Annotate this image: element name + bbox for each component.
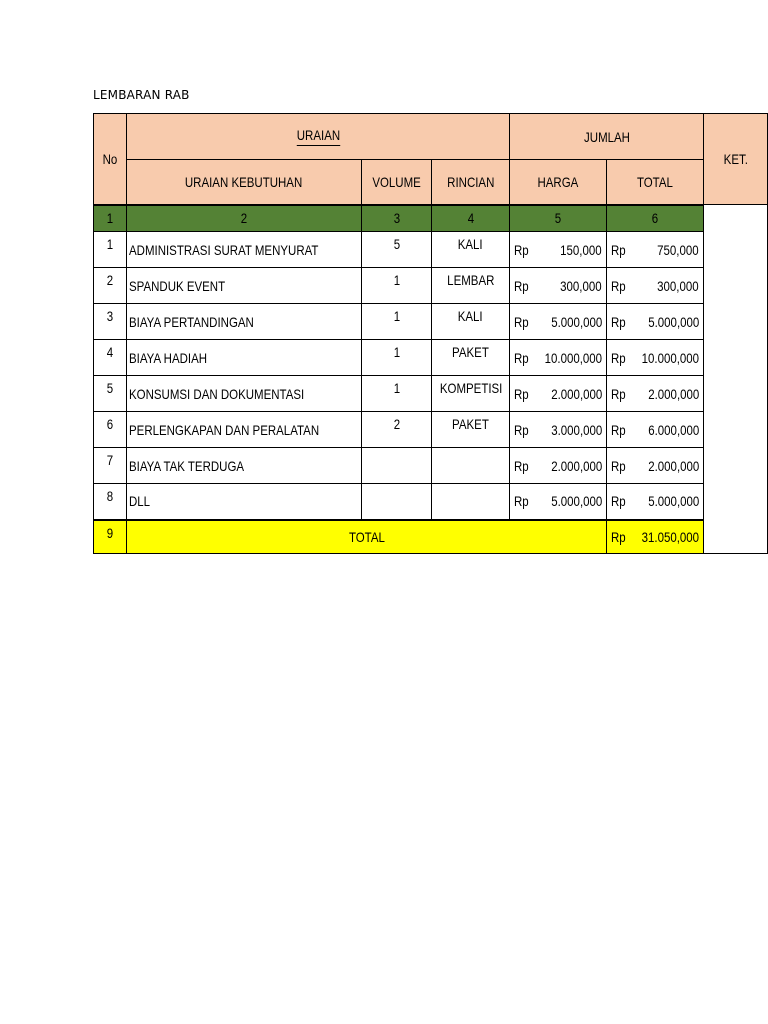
row-total: Rp 5.000,000 <box>607 484 704 520</box>
header-ket: KET. <box>704 114 768 205</box>
row-description: DLL <box>127 484 362 520</box>
row-total: Rp 2.000,000 <box>607 376 704 412</box>
row-rincian: LEMBAR <box>432 268 510 304</box>
row-harga: Rp 3.000,000 <box>510 412 607 448</box>
total-label: TOTAL <box>127 520 607 554</box>
row-total: Rp 5.000,000 <box>607 304 704 340</box>
row-no: 3 <box>94 304 127 340</box>
row-description: KONSUMSI DAN DOKUMENTASI <box>127 376 362 412</box>
row-harga: Rp 2.000,000 <box>510 376 607 412</box>
header-total: TOTAL <box>607 160 704 205</box>
row-description: BIAYA PERTANDINGAN <box>127 304 362 340</box>
row-volume: 1 <box>361 340 431 376</box>
header-harga: HARGA <box>510 160 607 205</box>
total-row <box>94 520 768 554</box>
row-description: BIAYA HADIAH <box>127 340 362 376</box>
table-row <box>94 304 768 340</box>
row-harga: Rp 2.000,000 <box>510 448 607 484</box>
table-row <box>94 484 768 520</box>
row-no: 4 <box>94 340 127 376</box>
row-no: 8 <box>94 484 127 520</box>
row-no: 6 <box>94 412 127 448</box>
index-cell: 5 <box>510 205 607 232</box>
table-row <box>94 412 768 448</box>
header-uraian-kebutuhan: URAIAN KEBUTUHAN <box>127 160 362 205</box>
header-row-2 <box>94 160 768 205</box>
row-rincian: KOMPETISI <box>432 376 510 412</box>
row-rincian <box>432 448 510 484</box>
header-volume: VOLUME <box>361 160 431 205</box>
index-cell: 2 <box>127 205 362 232</box>
row-description: ADMINISTRASI SURAT MENYURAT <box>127 232 362 268</box>
row-harga: Rp 150,000 <box>510 232 607 268</box>
row-volume <box>361 484 431 520</box>
row-rincian: PAKET <box>432 340 510 376</box>
row-no: 7 <box>94 448 127 484</box>
row-rincian <box>432 484 510 520</box>
row-volume: 5 <box>361 232 431 268</box>
index-cell: 6 <box>607 205 704 232</box>
index-cell: 3 <box>361 205 431 232</box>
row-harga: Rp 300,000 <box>510 268 607 304</box>
row-no: 2 <box>94 268 127 304</box>
row-harga: Rp 10.000,000 <box>510 340 607 376</box>
row-volume <box>361 448 431 484</box>
table-row <box>94 376 768 412</box>
table-row <box>94 448 768 484</box>
row-volume: 1 <box>361 268 431 304</box>
rab-table <box>93 113 768 554</box>
row-description: SPANDUK EVENT <box>127 268 362 304</box>
row-volume: 1 <box>361 376 431 412</box>
row-rincian: KALI <box>432 232 510 268</box>
row-volume: 2 <box>361 412 431 448</box>
total-amount: Rp 31.050,000 <box>607 520 704 554</box>
document-title: LEMBARAN RAB <box>93 88 190 102</box>
table-row <box>94 268 768 304</box>
row-description: PERLENGKAPAN DAN PERALATAN <box>127 412 362 448</box>
table-row <box>94 340 768 376</box>
index-row <box>94 205 768 232</box>
row-rincian: KALI <box>432 304 510 340</box>
index-cell: 4 <box>432 205 510 232</box>
row-harga: Rp 5.000,000 <box>510 484 607 520</box>
row-total: Rp 750,000 <box>607 232 704 268</box>
row-description: BIAYA TAK TERDUGA <box>127 448 362 484</box>
total-row-no: 9 <box>94 520 127 554</box>
header-row-1 <box>94 114 768 160</box>
ket-column <box>704 205 768 554</box>
header-jumlah: JUMLAH <box>510 114 704 160</box>
table-row <box>94 232 768 268</box>
header-no: No <box>94 114 127 205</box>
row-no: 1 <box>94 232 127 268</box>
row-total: Rp 10.000,000 <box>607 340 704 376</box>
row-rincian: PAKET <box>432 412 510 448</box>
row-total: Rp 6.000,000 <box>607 412 704 448</box>
row-total: Rp 2.000,000 <box>607 448 704 484</box>
row-no: 5 <box>94 376 127 412</box>
row-harga: Rp 5.000,000 <box>510 304 607 340</box>
row-volume: 1 <box>361 304 431 340</box>
header-uraian: URAIAN <box>127 114 510 160</box>
index-cell: 1 <box>94 205 127 232</box>
row-total: Rp 300,000 <box>607 268 704 304</box>
header-rincian: RINCIAN <box>432 160 510 205</box>
